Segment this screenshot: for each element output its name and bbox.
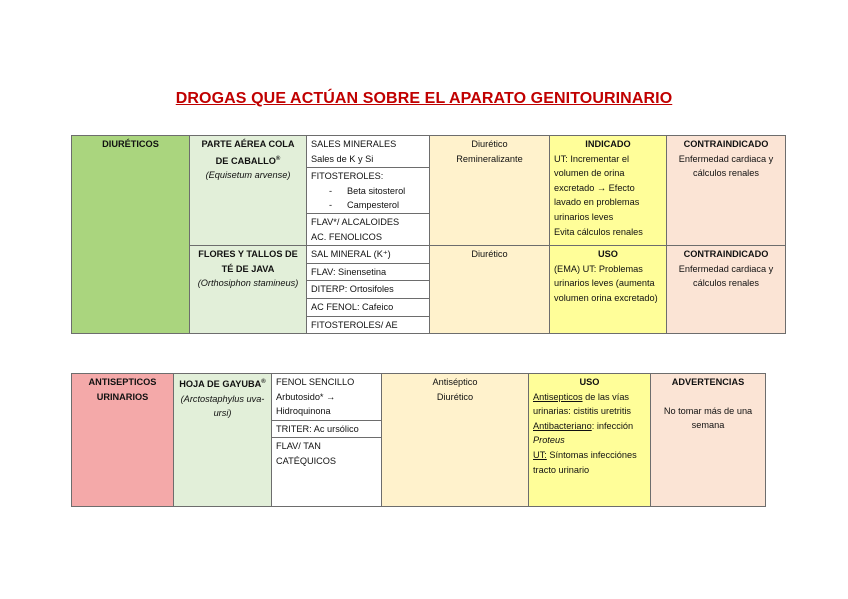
- contra-text: Enfermedad cardiaca y cálculos renales: [678, 263, 774, 289]
- component-item: AC FENOL: Cafeico: [307, 299, 429, 317]
- use-text: (EMA) UT: Problemas urinarios leves (aumenta volumen orina excretado): [554, 263, 658, 303]
- diuretics-table: [71, 135, 786, 334]
- contra-text: Enfermedad cardiaca y cálculos renales: [678, 153, 774, 179]
- use-heading: USO: [598, 249, 618, 260]
- action-cell: Diurético Remineralizante: [430, 136, 550, 246]
- drug-cell: [174, 374, 272, 507]
- component-item: SAL MINERAL (K⁺): [307, 246, 429, 264]
- contra-heading: CONTRAINDICADO: [683, 249, 769, 260]
- components-cell: [272, 374, 382, 507]
- use-heading: USO: [579, 377, 600, 387]
- component-group: SALES MINERALES Sales de K y Si: [307, 136, 429, 168]
- component-group: FLAV/ TAN CATÉQUICOS: [276, 441, 337, 466]
- category-cell: [72, 136, 190, 334]
- use-text: Antisepticos de las vías urinarias: cistitis uretritis: [533, 391, 632, 417]
- drug-name: HOJA DE GAYUBA®: [179, 379, 266, 390]
- category-label: ANTISEPTICOS URINARIOS: [88, 377, 157, 402]
- latin-name: (Orthosiphon stamineus): [197, 278, 299, 289]
- drug-name: FLORES Y TALLOS DE TÉ DE JAVA: [198, 249, 298, 274]
- use-text: Evita cálculos renales: [554, 226, 643, 237]
- category-cell: [72, 374, 174, 507]
- drug-name: PARTE AÉREA COLA DE CABALLO®: [201, 139, 295, 166]
- antiseptics-table: [71, 373, 766, 507]
- action-cell: Antiséptico Diurético: [382, 374, 529, 507]
- page-title: DROGAS QUE ACTÚAN SOBRE EL APARATO GENITOURINARIO: [175, 90, 673, 107]
- latin-name: (Equisetum arvense): [205, 170, 291, 181]
- components-cell: [307, 136, 430, 246]
- components-cell: [307, 246, 430, 334]
- use-text: Antibacteriano: infección Proteus: [533, 420, 634, 446]
- use-cell: [550, 136, 667, 246]
- warning-cell: [651, 374, 766, 507]
- warning-heading: ADVERTENCIAS: [671, 377, 745, 387]
- component-group: FITOSTEROLES: - Beta sitosterol - Campesterol: [307, 168, 429, 214]
- contra-cell: [667, 246, 786, 334]
- component-item: TRITER: Ac ursólico: [272, 421, 381, 439]
- component-item: DITERP: Ortosifoles: [307, 281, 429, 299]
- drug-cell: [190, 246, 307, 334]
- use-cell: [529, 374, 651, 507]
- drug-cell: [190, 136, 307, 246]
- use-cell: [550, 246, 667, 334]
- latin-name: (Arctostaphylus uva-ursi): [180, 393, 265, 419]
- use-text: UT: Incrementar el volumen de orina excretado → Efecto lavado en problemas urinarios leves: [554, 153, 640, 222]
- component-group: FLAV*/ ALCALOIDES AC. FENOLICOS: [311, 217, 400, 242]
- action-cell: Diurético: [430, 246, 550, 334]
- contra-heading: CONTRAINDICADO: [683, 139, 769, 149]
- component-item: FLAV: Sinensetina: [307, 264, 429, 282]
- category-label: DIURÉTICOS: [102, 139, 159, 149]
- component-group: FENOL SENCILLO Arbutosido* → Hidroquinona: [272, 374, 381, 421]
- warning-text: No tomar más de una semana: [663, 405, 753, 431]
- contra-cell: [667, 136, 786, 246]
- component-item: FITOSTEROLES/ AE: [311, 319, 398, 330]
- use-text: UT: Síntomas infecciónes tracto urinario: [533, 449, 637, 475]
- use-heading: INDICADO: [585, 139, 631, 149]
